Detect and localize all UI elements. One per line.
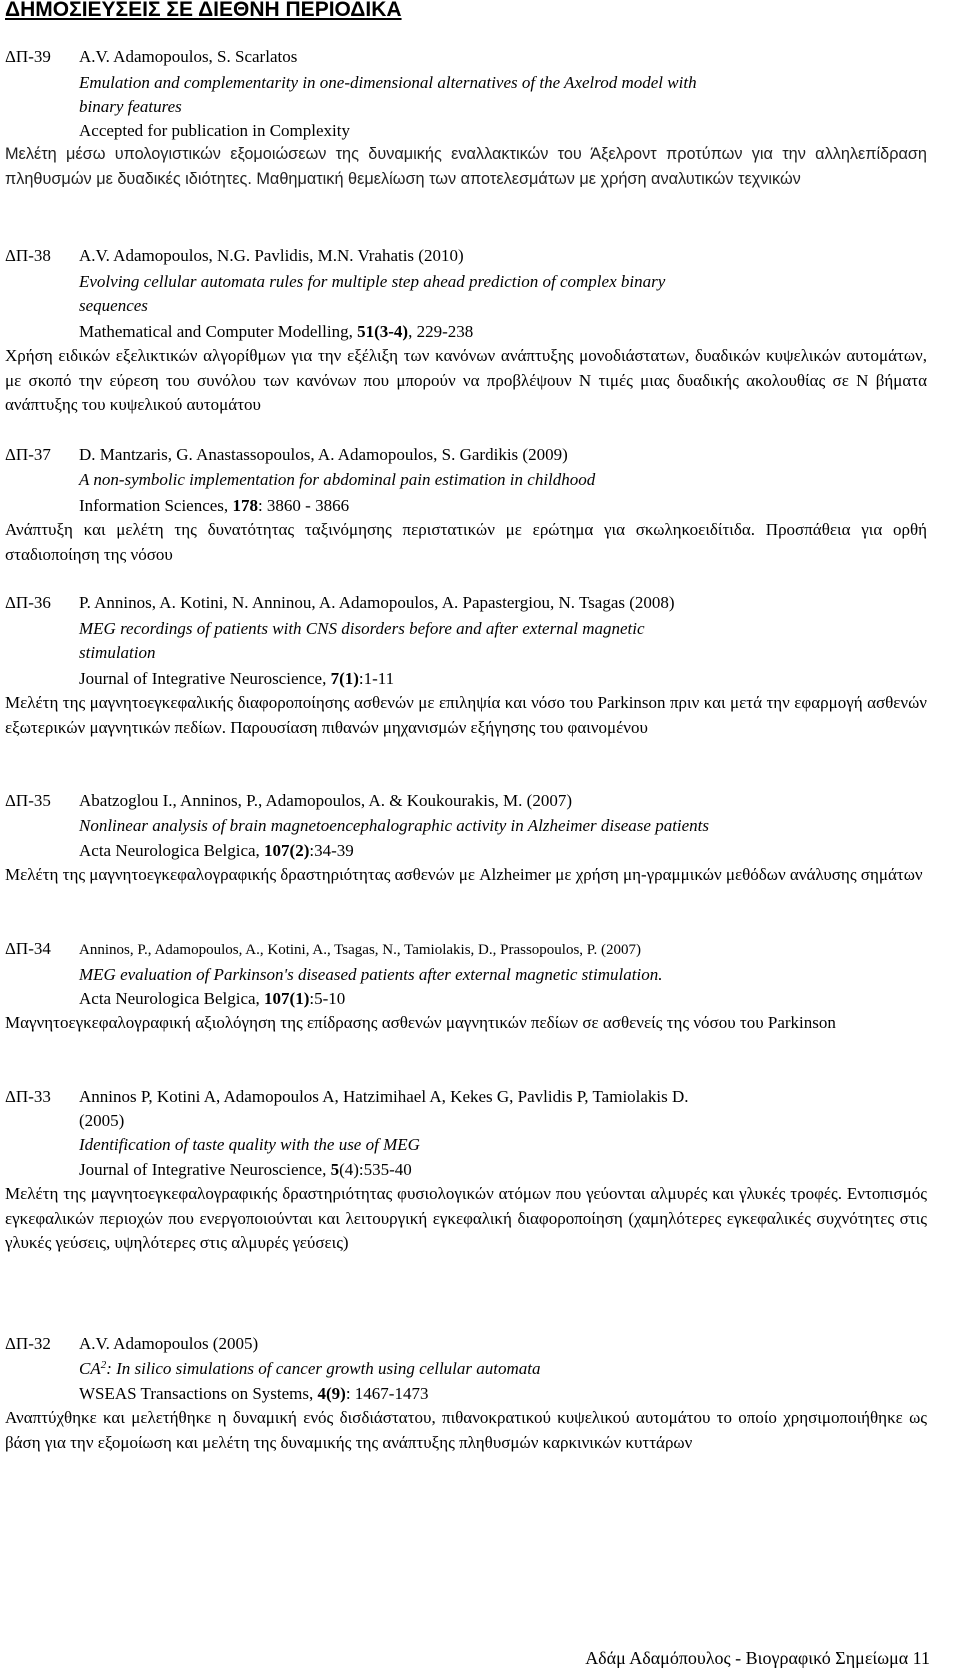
publication-title: [79, 1358, 541, 1380]
publication-title: Identification of taste quality with the use of MEG: [79, 1135, 420, 1154]
publication-summary: Ανάπτυξη και μελέτη της δυνατότητας ταξινόμησης περιστατικών με ερώτημα για σκωληκοειδίτιδα. Προσπάθεια για ορθή σταδιοποίηση της νόσου: [5, 520, 927, 564]
publication-code: ΔΠ-33: [5, 1087, 51, 1106]
venue-pages: :5-10: [309, 989, 346, 1008]
publication-code: ΔΠ-38: [5, 246, 51, 265]
publication-venue: [79, 668, 394, 690]
venue-volume: 5: [330, 1160, 340, 1179]
publication-venue: [79, 495, 349, 517]
publication-code: ΔΠ-32: [5, 1334, 51, 1353]
publication-title: Evolving cellular automata rules for multiple step ahead prediction of complex binary: [79, 272, 666, 291]
venue-pages: : 3860 - 3866: [257, 496, 350, 515]
publication-authors: Anninos P, Kotini A, Adamopoulos A, Hatzimihael A, Kekes G, Pavlidis P, Tamiolakis D.: [79, 1087, 689, 1106]
publication-venue: Accepted for publication in Complexity: [79, 121, 350, 140]
venue-volume: 4(9): [317, 1384, 346, 1403]
venue-name: Acta Neurologica Belgica,: [79, 841, 265, 860]
venue-pages: , 229-238: [408, 322, 474, 341]
publication-summary: Μελέτη μέσω υπολογιστικών εξομοιώσεων της δυναμικής εναλλακτικών του Άξελροντ προτύπων για την αλληλεπίδραση πληθυσμών με δυαδικές ιδιότητες. Μαθηματική θεμελίωση των αποτελεσμάτων με χρήση αναλυτικών τεχνικών: [5, 145, 927, 188]
venue-pages: (4):535-40: [339, 1160, 412, 1179]
publication-summary: Χρήση ειδικών εξελικτικών αλγορίθμων για την εξέλιξη των κανόνων ανάπτυξης μονοδιάστατων, δυαδικών κυψελικών αυτομάτων, με σκοπό την εύρεση του συνόλου των κανόνων που μπορούν να προβλέψουν Ν τιμές μιας δυαδικής ακολουθίας σε Ν βήματα ανάπτυξης του κυψελικού αυτομάτου: [5, 346, 927, 415]
venue-name: Journal of Integrative Neuroscience,: [79, 1160, 331, 1179]
page-footer: Αδάμ Αδαμόπουλος - Βιογραφικό Σημείωμα 11: [585, 1648, 930, 1668]
publication-authors: A.V. Adamopoulos, N.G. Pavlidis, M.N. Vrahatis (2010): [79, 246, 464, 265]
venue-pages: :34-39: [309, 841, 354, 860]
title-superscript: 2: [100, 1359, 107, 1371]
publication-title: Nonlinear analysis of brain magnetoencephalographic activity in Alzheimer disease patients: [79, 816, 710, 835]
publication-title: A non-symbolic implementation for abdominal pain estimation in childhood: [79, 470, 596, 489]
publication-authors: A.V. Adamopoulos, S. Scarlatos: [79, 47, 298, 66]
title-prefix: CA: [79, 1359, 101, 1378]
title-rest: : In silico simulations of cancer growth using cellular automata: [106, 1359, 541, 1378]
venue-name: Information Sciences,: [79, 496, 233, 515]
publication-summary: Μελέτη της μαγνητοεγκεφαλικής διαφοροποίησης ασθενών με επιληψία και νόσο του Parkinson πριν και μετά την εφαρμογή ασθενών εξωτερικών μαγνητικών πεδίων. Παρουσίαση πιθανών μηχανισμών εξήγησης του φαινομένου: [5, 693, 927, 737]
publication-title-cont: binary features: [79, 97, 182, 116]
venue-pages: : 1467-1473: [345, 1384, 429, 1403]
section-heading: ΔΗΜΟΣΙΕΥΣΕΙΣ ΣΕ ΔΙΕΘΝΗ ΠΕΡΙΟΔΙΚΑ: [5, 0, 402, 21]
venue-name: Acta Neurologica Belgica,: [79, 989, 265, 1008]
publication-code: ΔΠ-37: [5, 445, 51, 464]
publication-title: Emulation and complementarity in one-dimensional alternatives of the Axelrod model with: [79, 73, 697, 92]
publication-venue: [79, 1159, 412, 1181]
venue-name: Journal of Integrative Neuroscience,: [79, 669, 331, 688]
publication-authors: P. Anninos, A. Kotini, N. Anninou, A. Adamopoulos, A. Papastergiou, N. Tsagas (2008): [79, 593, 675, 612]
venue-pages: :1-11: [358, 669, 395, 688]
publication-summary: Μελέτη της μαγνητοεγκεφαλογραφικής δραστηριότητας φυσιολογικών ατόμων που γεύονται αλμυρές και γλυκές τροφές. Εντοπισμός εγκεφαλικών περιοχών που ενεργοποιούνται και λειτουργική εγκεφαλική διαφοροποίηση (χαμηλότερες εγκεφαλικές συχνότητες στις γλυκές γεύσεις, υψηλότερες στις αλμυρές γεύσεις): [5, 1184, 927, 1253]
publication-summary: Μαγνητοεγκεφαλογραφική αξιολόγηση της επίδρασης ασθενών μαγνητικών πεδίων σε ασθενείς της νόσου του Parkinson: [5, 1013, 836, 1032]
venue-volume: 51(3-4): [357, 322, 409, 341]
venue-name: WSEAS Transactions on Systems,: [79, 1384, 318, 1403]
publication-code: ΔΠ-36: [5, 593, 51, 612]
venue-volume: 7(1): [330, 669, 359, 688]
publication-title: MEG recordings of patients with CNS disorders before and after external magnetic: [79, 619, 645, 638]
publication-code: ΔΠ-34: [5, 939, 51, 958]
publication-title: MEG evaluation of Parkinson's diseased patients after external magnetic stimulation.: [79, 965, 663, 984]
publication-authors: A.V. Adamopoulos (2005): [79, 1334, 259, 1353]
venue-volume: 107(1): [264, 989, 310, 1008]
publication-authors-cont: (2005): [79, 1111, 125, 1130]
publication-summary: Αναπτύχθηκε και μελετήθηκε η δυναμική ενός δισδιάστατου, πιθανοκρατικού κυψελικού αυτομάτου το οποίο χρησιμοποιήθηκε ως βάση για την εξομοίωση και μελέτη της δυναμικής της ανάπτυξης πληθυσμών καρκινικών κυττάρων: [5, 1408, 927, 1452]
venue-name: Mathematical and Computer Modelling,: [79, 322, 358, 341]
publication-summary: Μελέτη της μαγνητοεγκεφαλογραφικής δραστηριότητας ασθενών με Alzheimer με χρήση μη-γραμμικών μεθόδων ανάλυσης σημάτων: [5, 865, 923, 884]
publication-venue: [79, 321, 473, 343]
publication-authors: Abatzoglou I., Anninos, P., Adamopoulos, A. & Koukourakis, M. (2007): [79, 791, 572, 810]
venue-volume: 107(2): [264, 841, 310, 860]
publication-code: ΔΠ-35: [5, 791, 51, 810]
publication-venue: [79, 988, 345, 1010]
venue-volume: 178: [232, 496, 258, 515]
publication-title-cont: sequences: [79, 296, 148, 315]
publication-title-cont: stimulation: [79, 643, 156, 662]
publication-authors: D. Mantzaris, G. Anastassopoulos, A. Adamopoulos, S. Gardikis (2009): [79, 445, 568, 464]
publication-authors: Anninos, P., Adamopoulos, A., Kotini, A., Tsagas, N., Tamiolakis, D., Prassopoulos, P. (2007): [79, 942, 641, 958]
publication-venue: [79, 840, 354, 862]
publication-venue: [79, 1383, 428, 1405]
publication-code: ΔΠ-39: [5, 47, 51, 66]
